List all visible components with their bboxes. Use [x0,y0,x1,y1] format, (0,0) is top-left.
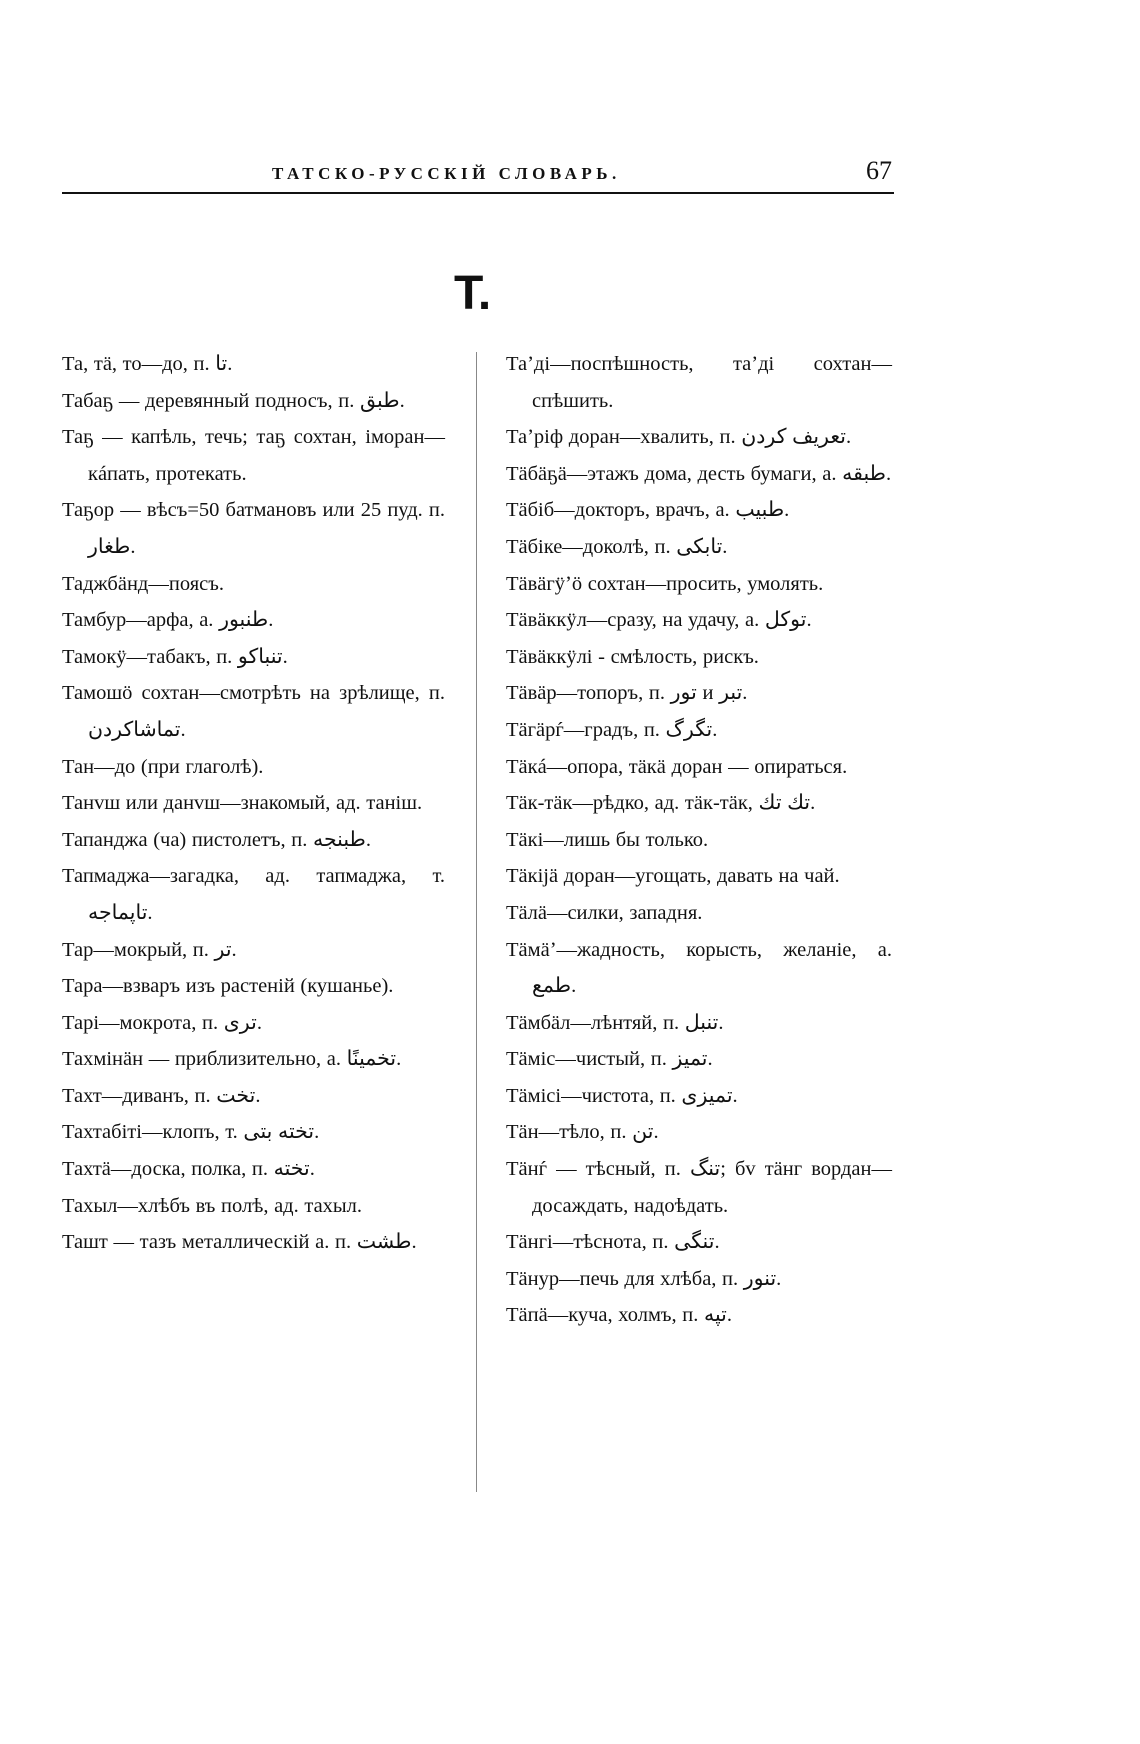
dictionary-entry: Тäвäгӱʼӧ сохтан—просить, умолять. [506,572,824,595]
dictionary-entry: Тамокӱ—табакъ, п. تنباكو. [62,645,288,668]
dictionary-entry: Ташт — тазъ металлическій а. п. طشت. [62,1231,417,1254]
dictionary-entry: Тамошӧ сохтан—смотрѣть на зрѣлище, п. تماشاكردن. [62,682,445,741]
dictionary-entry: Тäпä—куча, холмъ, п. تپه. [506,1304,733,1327]
dictionary-entry: Тäлä—силки, западня. [506,901,703,924]
dictionary-entry: Тäмісі—чистота, п. تميزى. [506,1084,738,1107]
dictionary-entry: Тäбіке—доколѣ, п. تابكى. [506,535,728,558]
dictionary-entry: Тäбіб—докторъ, врачъ, а. طبيب. [506,499,790,522]
dictionary-entry: Тäкіјä доран—угощать, давать на чай. [506,865,840,888]
page-number: 67 [866,156,892,185]
dictionary-entry: Таҕ — капѣль, течь; таҕ сохтан, іморан—кáпать, протекать. [62,426,445,485]
dictionary-entry: Тахтабіті—клопъ, т. تخته بتى. [62,1121,320,1144]
dictionary-entry: Таʼді—поспѣшность, таʼді сохтан—спѣшить. [506,353,892,412]
left-column [62,346,445,1261]
dictionary-entry: Тахмінäн — приблизительно, а. تخمينًا. [62,1048,402,1071]
dictionary-entry: Тäвäккӱл—сразу, на удачу, а. توكل. [506,609,812,632]
dictionary-entry: Тäнѓ — тѣсный, п. تنگ; бv тäнг вордан—досаждать, надоѣдать. [506,1158,892,1217]
dictionary-entry: Тäміс—чистый, п. تميز. [506,1048,713,1071]
column-divider [476,352,477,1492]
dictionary-entry: Тäк-тäк—рѣдко, ад. тäк-тäк, تك تك. [506,792,816,815]
dictionary-entry: Тарі—мокрота, п. ترى. [62,1011,262,1034]
dictionary-entry: Тäмбäл—лѣнтяй, п. تنبل. [506,1011,724,1034]
section-letter: Т. [454,267,492,320]
dictionary-entry: Танvш или данvш—знакомый, ад. таніш. [62,792,423,815]
dictionary-entry: Тамбур—арфа, а. طنبور. [62,609,274,632]
dictionary-entry: Таʼріф доран—хвалить, п. تعريف كردن. [506,426,852,449]
dictionary-entry: Тäгäрѓ—градъ, п. تگرگ. [506,718,718,741]
dictionary-entry: Тäкі—лишь бы только. [506,828,709,851]
dictionary-entry: Тäвäккӱлі - смѣлость, рискъ. [506,645,759,668]
dictionary-entry: Тапанджа (ча) пистолетъ, п. طبنجه. [62,828,371,851]
dictionary-entry: Тапмаджа—загадка, ад. тапмаджа, т. تاپماجه. [62,865,445,924]
page-header [62,156,894,194]
dictionary-entry: Тар—мокрый, п. تر. [62,938,237,961]
dictionary-entry: Тара—взваръ изъ растеній (кушанье). [62,975,394,998]
dictionary-entry: Та, тä, то—до, п. تا. [62,353,233,375]
right-column [506,346,892,1334]
dictionary-entry: Тäмäʼ—жадность, корысть, желаніе, а. طمع. [506,938,892,998]
dictionary-entry: Таҕор — вѣсъ=50 батмановъ или 25 пуд. п. طغار. [62,499,445,558]
dictionary-entry: Таджбäнд—поясъ. [62,572,224,595]
dictionary-entry: Тан—до (при глаголѣ). [62,755,264,778]
dictionary-entry: Тахыл—хлѣбъ въ полѣ, ад. тахыл. [62,1194,363,1217]
dictionary-entry: Тäкá—опора, тäкä доран — опираться. [506,755,848,778]
dictionary-entry: Тäн—тѣло, п. تن. [506,1121,659,1144]
dictionary-entry: Тäбäҕä—этажъ дома, десть бумаги, а. طبقه. [506,462,892,485]
dictionary-entry: Тахтä—доска, полка, п. تخته. [62,1158,315,1181]
dictionary-entry: Тäнур—печь для хлѣба, п. تنور. [506,1267,782,1290]
running-title: ТАТСКО-РУССКІЙ СЛОВАРЬ. [272,164,621,183]
dictionary-entry: Тäнгі—тѣснота, п. تنگى. [506,1231,720,1254]
dictionary-entry: Тäвäр—топоръ, п. تور и تبر. [506,682,748,705]
dictionary-entry: Тахт—диванъ, п. تخت. [62,1084,261,1107]
dictionary-entry: Табаҕ — деревянный подносъ, п. طبق. [62,389,405,412]
